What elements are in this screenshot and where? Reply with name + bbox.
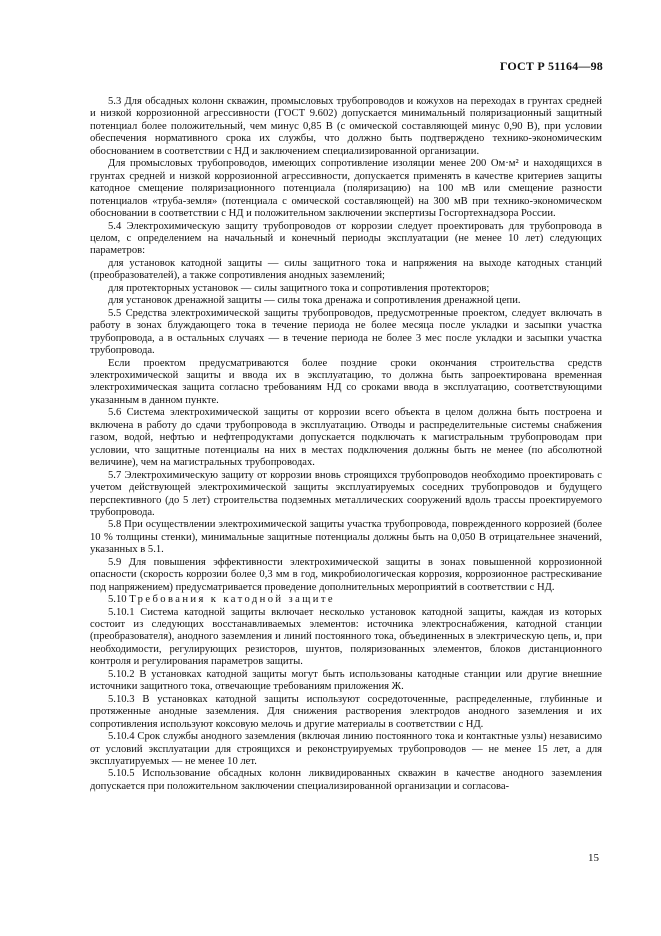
paragraph-5-10-1: 5.10.1 Система катодной защиты включает несколько установок катодной защиты, каждая из которых состоит из следующих восстанавливаемых элементов: источника электроснабжения, катодной станции (преобразователя), анодного заземления и линий постоянного тока, объединенных в электрическую цепь, и, при необходимости, регулирующих резисторов, шунтов, поляризованных элементов, блоков дистанционного контроля и регулирования параметров защиты. xyxy=(90,606,602,668)
page-number: 15 xyxy=(588,852,599,864)
paragraph-5-10-2: 5.10.2 В установках катодной защиты могут быть использованы катодные станции или другие внешние источники защитного тока, отвечающие требованиям приложения Ж. xyxy=(90,668,602,693)
paragraph-5-3: 5.3 Для обсадных колонн скважин, промысловых трубопроводов и кожухов на переходах в грунтах средней и низкой коррозионной агрессивности (ГОСТ 9.602) допускается минимальный поляризационный защитный потенциал более положительный, чем минус 0,85 В (с омической составляющей минус 0,90 В), при условии обеспечения нормативного срока их службы, что должно быть подтверждено технико-экономическим обоснованием в соответствии с НД и заключением специализированной организации. xyxy=(90,96,602,157)
paragraph-5-10-4: 5.10.4 Срок службы анодного заземления (включая линию постоянного тока и контактные узлы) независимо от условий эксплуатации для строящихся и реконструируемых трубопроводов — не менее 15 лет, а для эксплуатируемых — не менее 10 лет. xyxy=(90,731,602,768)
paragraph-5-6: 5.6 Система электрохимической защиты от коррозии всего объекта в целом должна быть построена и включена в работу до сдачи трубопровода в эксплуатацию. Отводы и распределительные системы снабжения газом, водой, нефтью и нефтепродуктами допускается подключать к магистральным трубопроводам при условии, что защитные потенциалы на них в местах подключения должны быть не менее (по абсолютной величине), чем на магистральных трубопроводах. xyxy=(90,407,602,469)
list-item-cathodic: для установок катодной защиты — силы защитного тока и напряжения на выходе катодных станций (преобразователей), а также сопротивления анодных заземлений; xyxy=(90,257,602,282)
paragraph-5-5-cont: Если проектом предусматриваются более поздние сроки окончания строительства средств электрохимической защиты и ввода их в эксплуатацию, то должна быть запроектирована временная электрохимическая защита согласно требованиям НД со сроками ввода в эксплуатацию, соответствующими указанным в данном пункте. xyxy=(90,357,602,406)
paragraph-5-8: 5.8 При осуществлении электрохимической защиты участка трубопровода, поврежденного коррозией (более 10 % толщины стенки), минимальные защитные потенциалы должны быть на 0,050 В отрицательнее значений, указанных в 5.1. xyxy=(90,519,602,556)
document-body xyxy=(90,96,602,793)
list-item-protector: для протекторных установок — силы защитного тока и сопротивления протекторов; xyxy=(108,282,490,294)
paragraph-5-10-5: 5.10.5 Использование обсадных колонн ликвидированных скважин в качестве анодного заземления допускается при положительном заключении специализированной организации и согласова- xyxy=(90,768,602,792)
section-title: Требования к катодной защите xyxy=(129,594,335,606)
paragraph-5-10-3: 5.10.3 В установках катодной защиты используют сосредоточенные, распределенные, глубинные и протяженные анодные заземления. Для снижения растворения электродов анодного заземления и их сопротивления используют коксовую мелочь и другие материалы в соответствии с НД. xyxy=(90,693,602,730)
section-heading-5-10 xyxy=(90,594,602,606)
paragraph-5-9: 5.9 Для повышения эффективности электрохимической защиты в зонах повышенной коррозионной опасности (скорость коррозии более 0,3 мм в год, микробиологическая коррозия, коррозионное растрескивание под напряжением) предусматривается проведение дополнительных мероприятий в соответствии с НД. xyxy=(90,556,602,593)
paragraph-5-5: 5.5 Средства электрохимической защиты трубопроводов, предусмотренные проектом, следует включать в работу в зонах блуждающего тока в течение периода не более месяца после укладки и засыпки участка трубопровода, а в остальных случаях — в течение периода не более 3 мес после укладки и засыпки участка трубопровода. xyxy=(90,307,602,357)
paragraph-5-4: 5.4 Электрохимическую защиту трубопроводов от коррозии следует проектировать для трубопровода в целом, с определением на начальный и конечный периоды эксплуатации (не менее 10 лет) следующих параметров: xyxy=(90,220,602,257)
list-item-drainage: для установок дренажной защиты — силы тока дренажа и сопротивления дренажной цепи. xyxy=(108,295,521,307)
section-number: 5.10 xyxy=(108,594,127,606)
paragraph-5-3-cont: Для промысловых трубопроводов, имеющих сопротивление изоляции менее 200 Ом·м² и находящихся в грунтах средней и низкой коррозионной агрессивности, допускается применять в качестве критериев защиты катодное смещение поляризационного потенциала (поляризацию) на 100 мВ или смещение разности потенциалов «труба-земля» (потенциала с омической составляющей) на 300 мВ при технико-экономическом обосновании в соответствии с НД и положительном заключении экспертизы Госгортехнадзора России. xyxy=(90,158,602,220)
document-code-header: ГОСТ Р 51164—98 xyxy=(499,59,603,73)
paragraph-5-7: 5.7 Электрохимическую защиту от коррозии вновь строящихся трубопроводов необходимо проектировать с учетом действующей электрохимической защиты эксплуатируемых соседних трубопроводов и будущего перспективного (до 5 лет) строительства подземных металлических сооружений вдоль трассы проектируемого трубопровода. xyxy=(90,469,602,518)
